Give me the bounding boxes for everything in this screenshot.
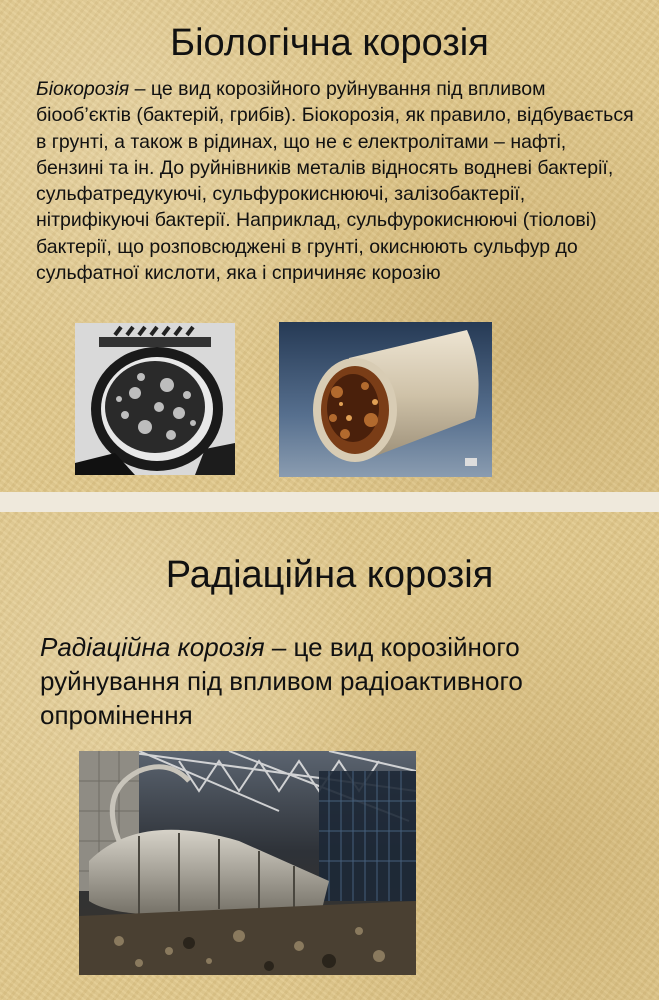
slide-radiation-corrosion <box>0 512 659 1000</box>
slide-title: Радіаційна корозія <box>165 554 494 596</box>
definition-text: – це вид корозійного руйнування під впливом біооб’єктів (бактерій, грибів). Біокорозія, як правило, відбувається в грунті, а також в рідинах, що не є електролітами – нафті, бензині та ін. До руйнівників металів відносять водневі бактерії, сульфатредукуючі, сульфурокиснюючі, залізобактерії, нітрифікуючі бактерії. Наприклад, сульфурокиснюючі (тіолові) бактерії, що розповсюджені в грунті, окиснюють сульфур до сульфатної кислоти, яка і спричиняє корозію <box>36 78 634 285</box>
term-italic: Радіаційна корозія <box>40 632 265 662</box>
corroded-pipe-bw-photo <box>75 323 235 475</box>
damaged-turbine-hall-photo <box>79 751 416 975</box>
term-italic: Біокорозія <box>36 78 130 100</box>
definition-text: – це вид корозійного руйнування під впливом радіоактивного опромінення <box>40 632 523 730</box>
slide-title: Біологічна корозія <box>170 22 489 64</box>
slide-body-text <box>40 630 640 732</box>
rusted-pipe-photo <box>279 322 492 477</box>
slide-biological-corrosion <box>0 0 659 492</box>
slide-body-text <box>36 76 636 328</box>
